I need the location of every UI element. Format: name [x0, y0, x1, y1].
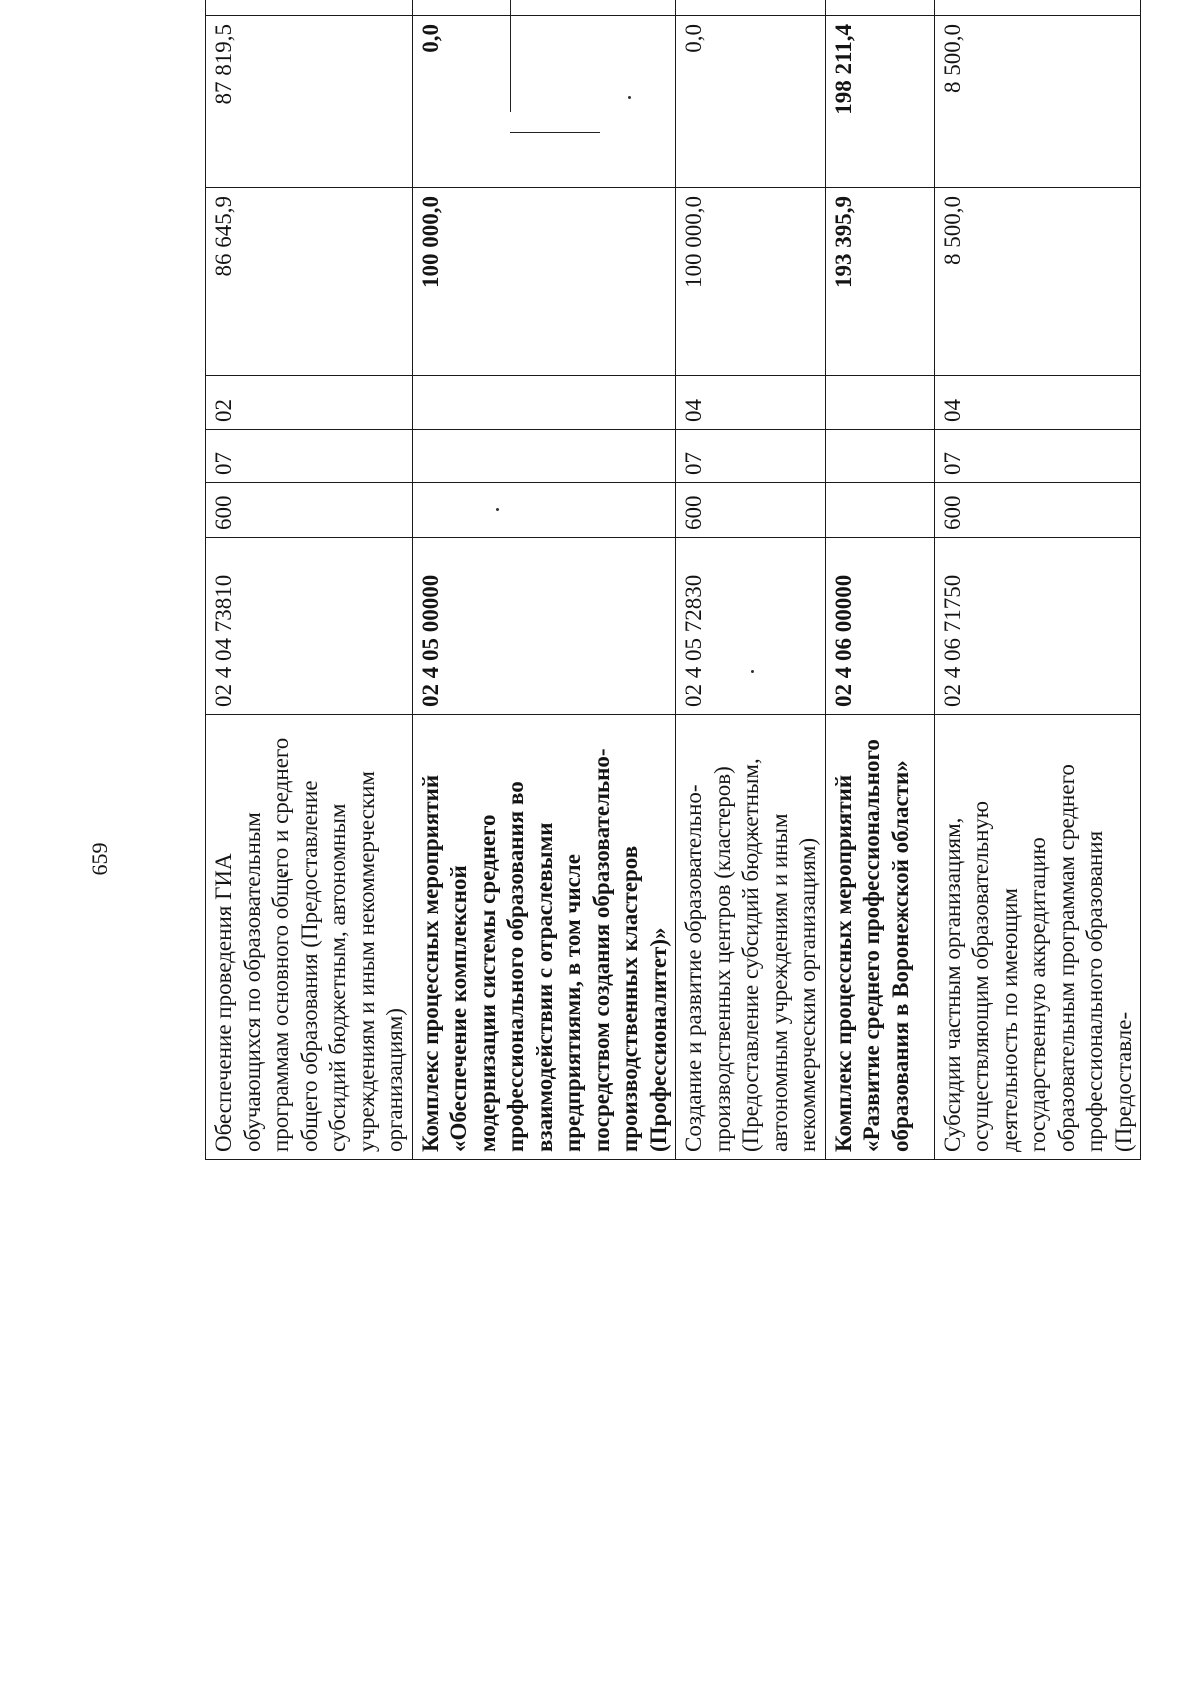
- table-cell-y1: 86 645,9: [206, 188, 413, 376]
- table-row: [934, 0, 1141, 1160]
- table-cell-vr: 600: [206, 483, 413, 538]
- table-cell-y2: 0,0: [412, 16, 676, 188]
- table-cell-y3: [676, 0, 826, 16]
- table-cell-pr: [825, 376, 934, 430]
- table-cell-rz: 07: [934, 430, 1141, 483]
- table-cell-y2: 8 500,0: [934, 16, 1141, 188]
- table-cell-y1: 100 000,0: [412, 188, 676, 376]
- table-cell-pr: 02: [206, 376, 413, 430]
- table-cell-rz: 07: [676, 430, 826, 483]
- table-cell-vr: 600: [676, 483, 826, 538]
- table-cell-name: Комплекс процессных мероприятий «Обеспечение комплексной модернизации системы среднего профессионального образования во взаимодействии с отраслевыми предприятиями, в том числе посредством создания образовательно-производственных кластеров (Профессионалитет)»: [412, 715, 676, 1160]
- table-cell-rz: 07: [206, 430, 413, 483]
- table-cell-y1: 100 000,0: [676, 188, 826, 376]
- table-cell-y1: 193 395,9: [825, 188, 934, 376]
- table-cell-pr: 04: [934, 376, 1141, 430]
- table-cell-code: 02 4 04 73810: [206, 538, 413, 715]
- table-row: [206, 0, 413, 1160]
- table-cell-name: Создание и развитие образовательно-производственных центров (кластеров) (Предоставление субсидий бюджетным, автономным учреждениям и иным некоммерческим организациям): [676, 715, 826, 1160]
- table-cell-y3: [412, 0, 676, 16]
- table-cell-code: 02 4 05 72830: [676, 538, 826, 715]
- table-cell-y3: [934, 0, 1141, 16]
- table-cell-vr: 600: [934, 483, 1141, 538]
- table-cell-name: Субсидии частным организациям, осуществляющим образовательную деятельность по имеющим государственную аккредитацию образовательным программам среднего профессионального образования (Предоставле-: [934, 715, 1141, 1160]
- table-cell-code: 02 4 06 00000: [825, 538, 934, 715]
- table-cell-y2: 198 211,4: [825, 16, 934, 188]
- table-cell-rz: [412, 430, 676, 483]
- table-row: [676, 0, 826, 1160]
- table-cell-pr: [412, 376, 676, 430]
- table-cell-code: 02 4 06 71750: [934, 538, 1141, 715]
- budget-table-rotated: [205, 24, 1140, 1160]
- table-cell-y2: 87 819,5: [206, 16, 413, 188]
- table-cell-vr: [412, 483, 676, 538]
- table-cell-vr: [825, 483, 934, 538]
- table-cell-pr: 04: [676, 376, 826, 430]
- table-row: [825, 0, 934, 1160]
- budget-table: [205, 0, 1141, 1160]
- table-cell-y3: [825, 0, 934, 16]
- table-row: [412, 0, 676, 1160]
- table-cell-y2: 0,0: [676, 16, 826, 188]
- table-cell-code: 02 4 05 00000: [412, 538, 676, 715]
- page-number: 659: [87, 842, 112, 876]
- table-cell-y3: [206, 0, 413, 16]
- table-cell-y1: 8 500,0: [934, 188, 1141, 376]
- table-cell-name: Комплекс процессных мероприятий «Развитие среднего профессионального образования в Воронежской области»: [825, 715, 934, 1160]
- table-cell-name: Обеспечение проведения ГИА обучающихся по образовательным программам основного общего и среднего общего образования (Предоставление субсидий бюджетным, автономным учреждениям и иным некоммерческим организациям): [206, 715, 413, 1160]
- table-cell-rz: [825, 430, 934, 483]
